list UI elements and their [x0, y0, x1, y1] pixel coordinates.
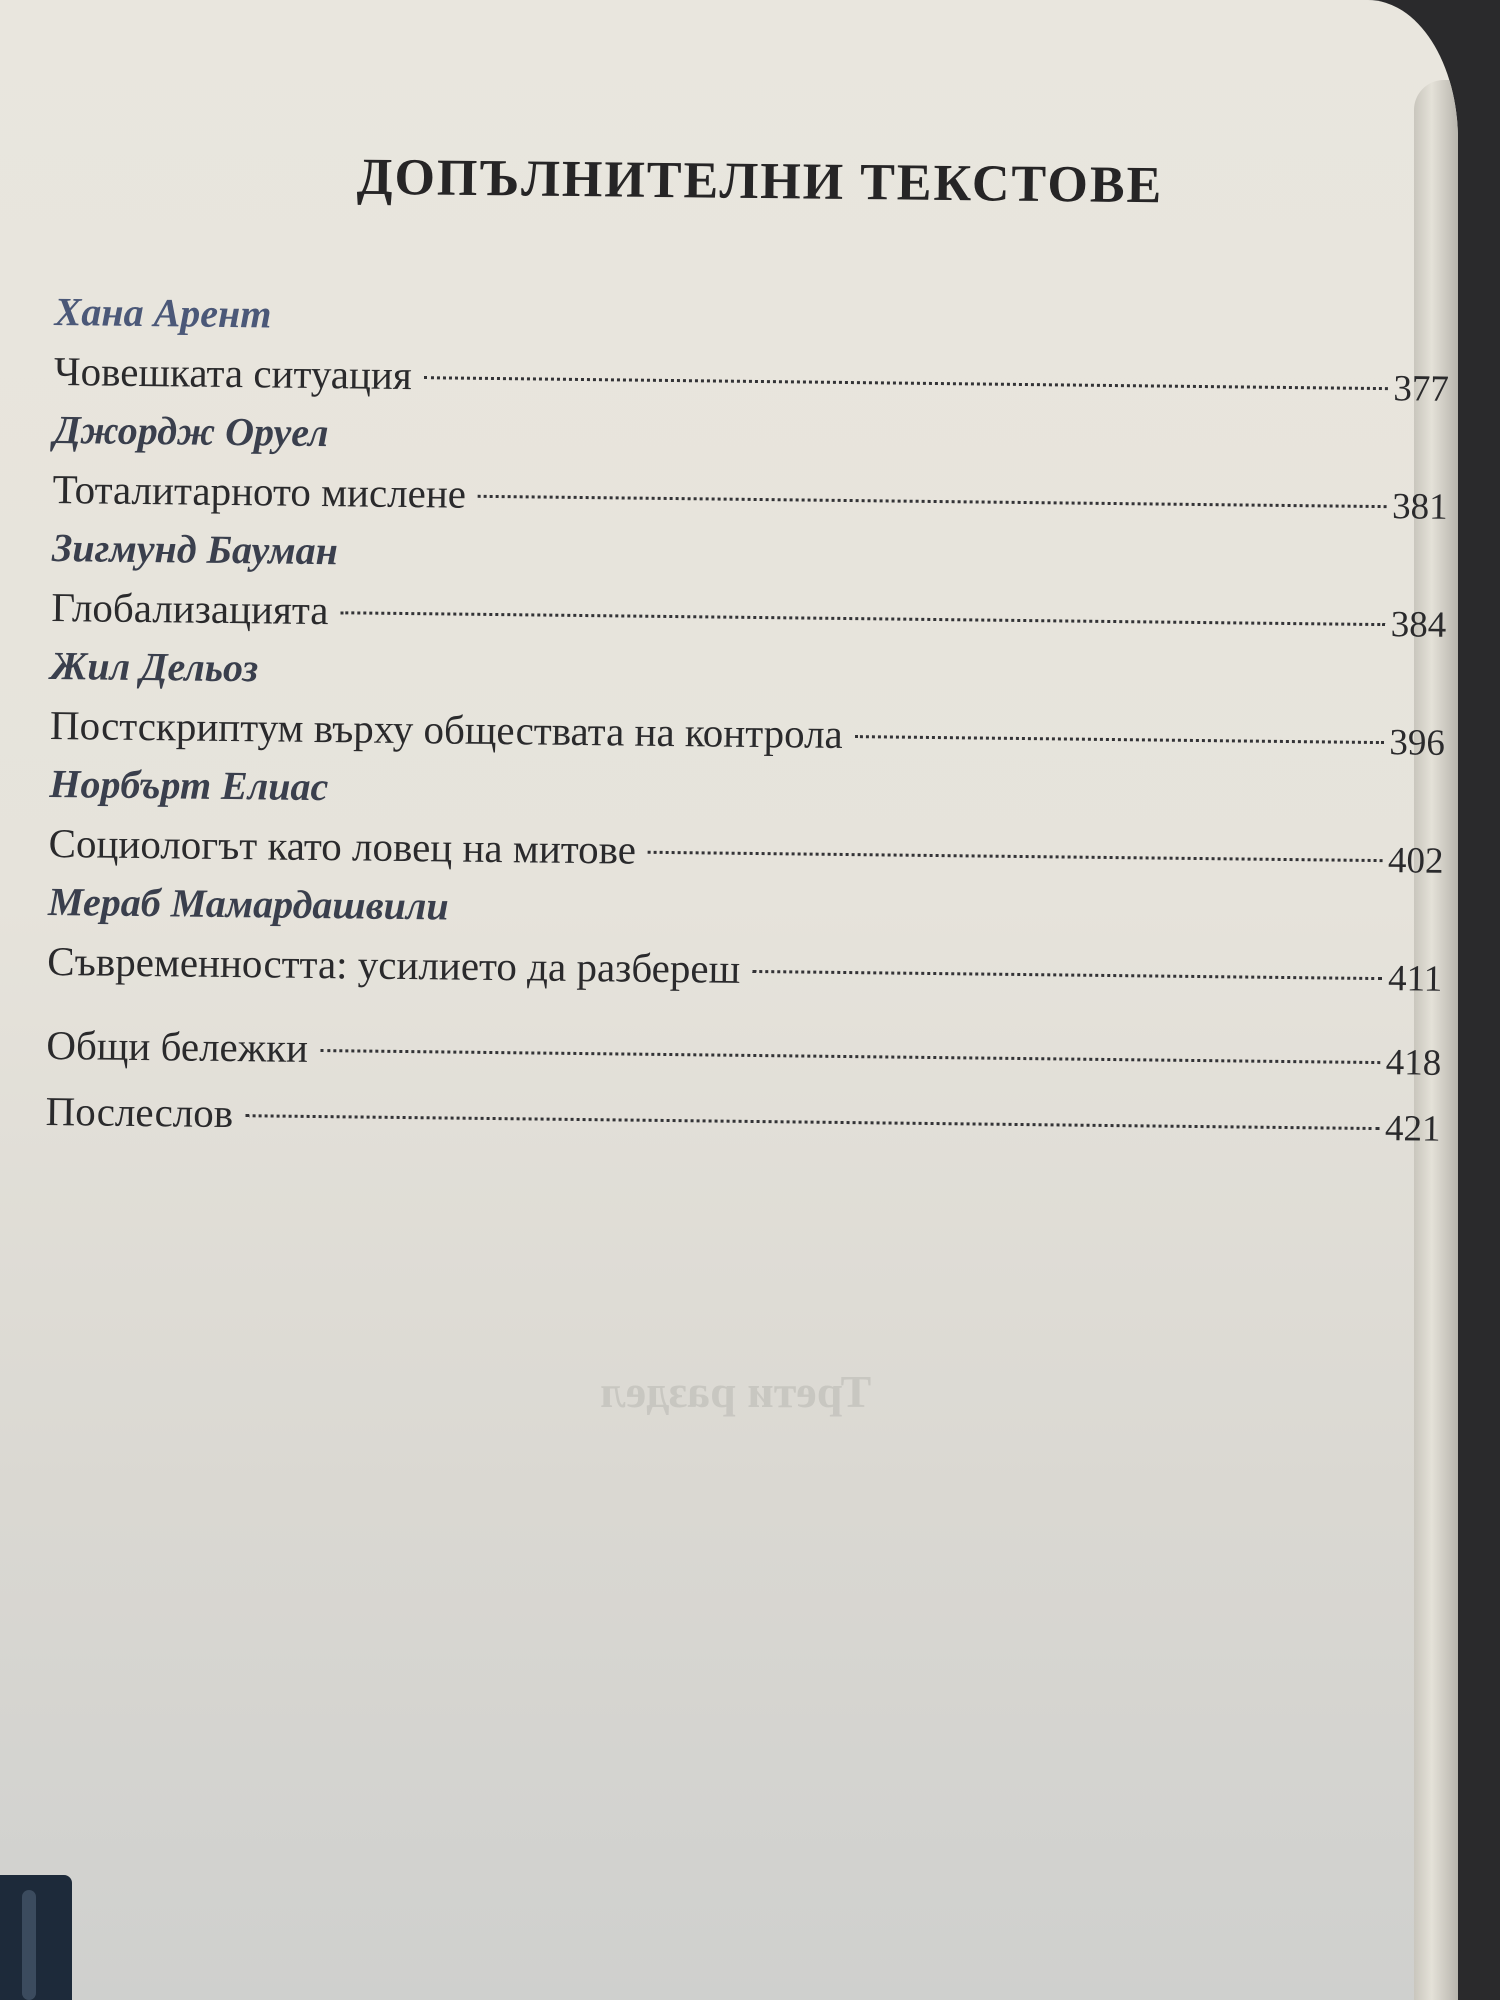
bleed-through-heading: Трети раздел [600, 1366, 872, 1417]
toc-entry-title: Постскриптум върху обществата на контрола [49, 701, 844, 757]
toc-page-number: 418 [1385, 1042, 1442, 1084]
bookmark-ribbon [0, 1875, 72, 2000]
toc-page-number: 377 [1393, 368, 1450, 410]
dot-leader [340, 601, 1384, 626]
toc-entry-title: Човешката ситуация [53, 347, 413, 399]
toc-page-number: 402 [1387, 840, 1444, 882]
dot-leader [752, 960, 1382, 980]
toc-author: Джордж Оруел [53, 406, 329, 456]
toc-page-number: 396 [1389, 722, 1446, 764]
bookmark-highlight [22, 1890, 36, 2000]
toc-entry-title: Общи бележки [46, 1021, 309, 1071]
dot-leader [245, 1104, 1379, 1130]
toc-page-number: 421 [1384, 1108, 1441, 1150]
page-title: ДОПЪЛНИТЕЛНИ ТЕКСТОВЕ [356, 148, 1164, 215]
dot-leader [320, 1039, 1380, 1064]
dot-leader [424, 366, 1388, 390]
toc-author: Хана Арент [54, 288, 272, 337]
toc-entry-title: Тоталитарното мислене [52, 465, 467, 517]
dot-leader [855, 725, 1384, 744]
toc-list [45, 286, 1450, 1160]
toc-page-number: 381 [1391, 486, 1448, 528]
toc-author: Норбърт Елиас [49, 760, 329, 810]
toc-page-number: 384 [1390, 604, 1447, 646]
toc-author: Мераб Мамардашвили [47, 878, 449, 929]
dot-leader [478, 485, 1386, 508]
toc-entry-title: Съвременността: усилието да разбереш [47, 937, 741, 992]
toc-entry-title: Послеслов [45, 1087, 234, 1137]
toc-page-number: 411 [1387, 958, 1443, 1000]
toc-entry-title: Социологът като ловец на митове [48, 819, 637, 873]
toc-entry-title: Глобализацията [51, 583, 329, 634]
toc-author: Зигмунд Бауман [51, 524, 339, 574]
toc-author: Жил Дельоз [50, 642, 259, 691]
dot-leader [648, 841, 1382, 862]
